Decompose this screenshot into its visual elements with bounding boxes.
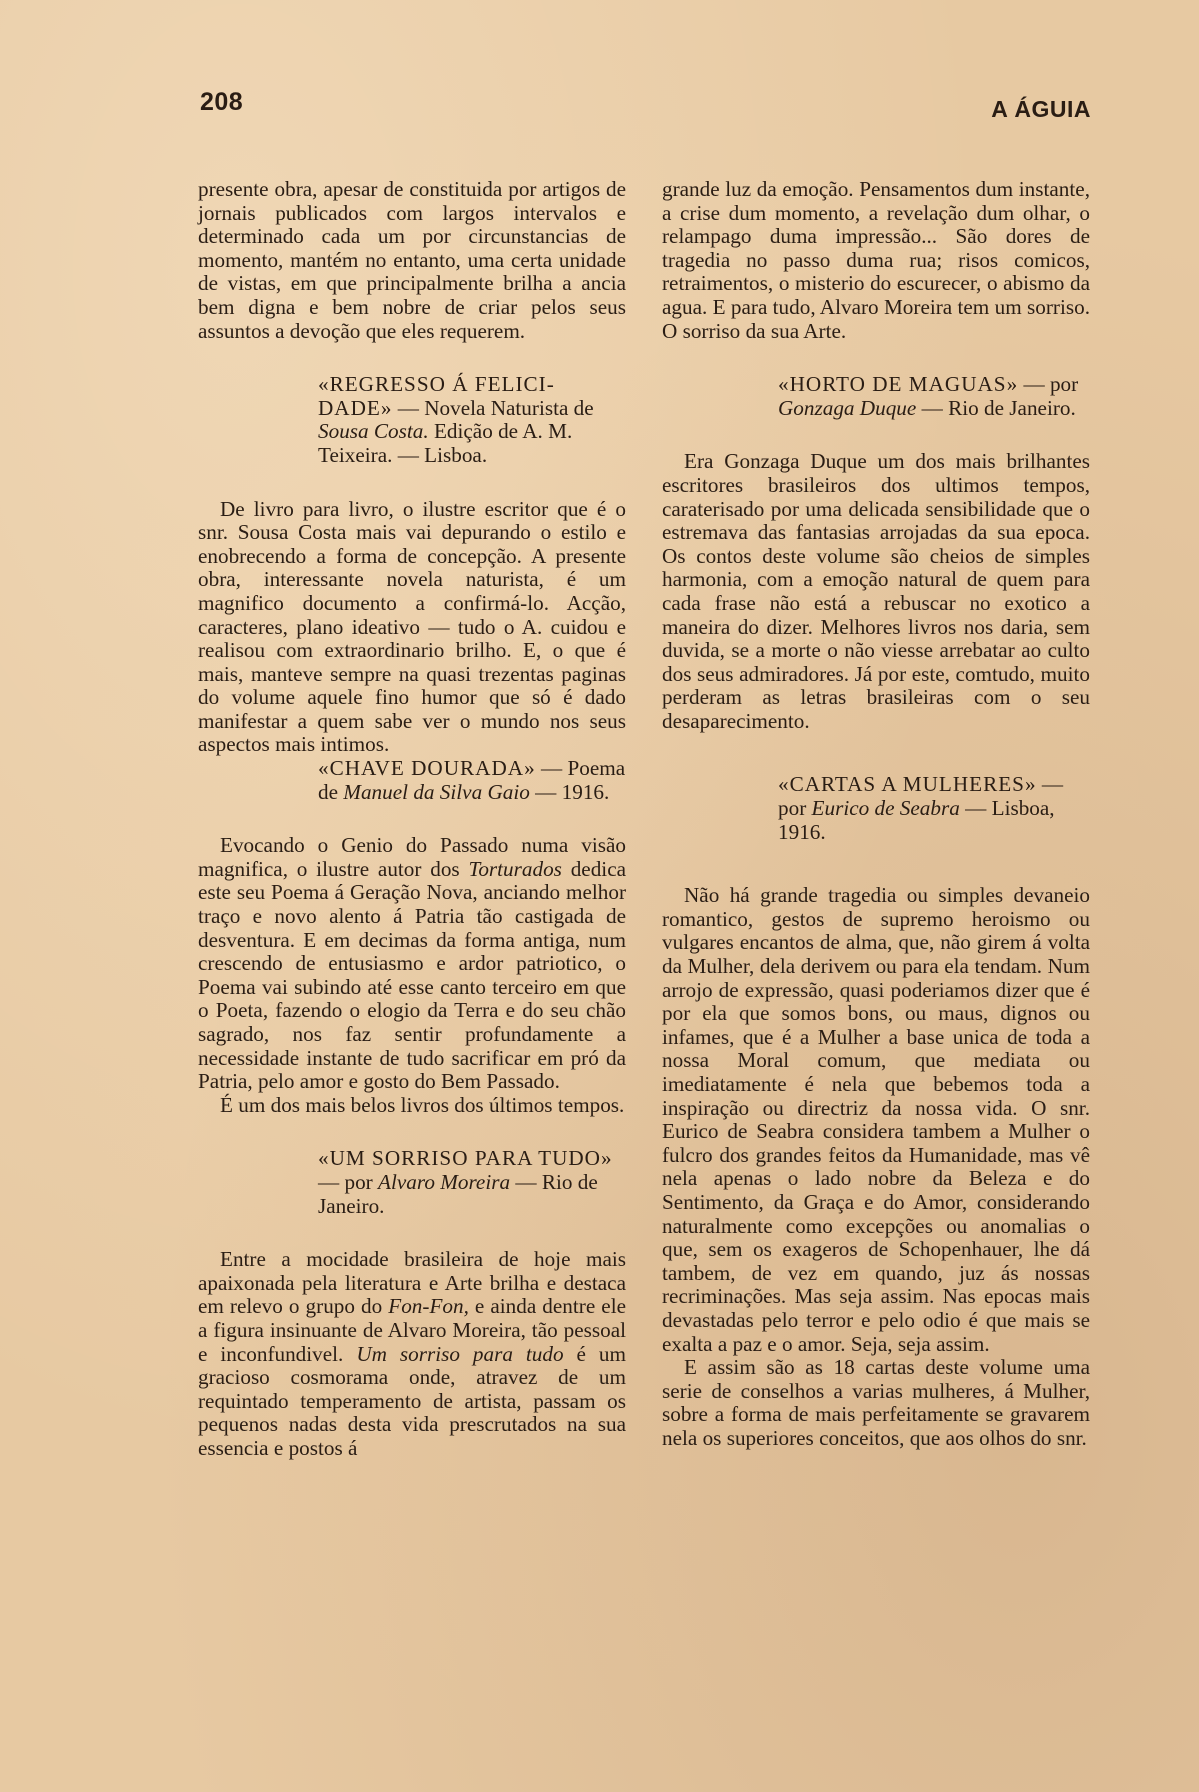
review-author: Eurico de Seabra	[811, 796, 960, 821]
review-place: — Rio de Janeiro.	[916, 395, 1076, 420]
running-title: A ÁGUIA	[991, 96, 1091, 122]
review-body-cartas: Não há grande tragedia ou simples devaneio romantico, gestos de supremo heroismo ou vulgares encantos de alma, que, não girem á volta da Mulher, dela derivem ou para ela tendam. Num arrojo de expressão, quasi poderiamos dizer que é por ela que somos bons, ou maus, dignos ou infames, que é a Mulher a base unica de toda a nossa Moral comum, que mediata ou imediatamente é nela que bebemos toda a inspiração ou directriz da nossa vida. O snr. Eurico de Seabra considera tambem a Mulher o fulcro dos grandes feitos da Humanidade, mas vê nela apenas o lado nobre da Beleza e do Sentimento, da Graça e do Amor, considerando naturalmente como excepções ou anomalias o que, sem os exageros de Schopenhauer, lhe dá tambem, de vez em quando, juz ás nossas recriminações. Mas seja assim. Nas epocas mais devastadas pelo terror e pelo odio é que mais se exalta a paz e o amor. Seja, seja assim.	[662, 883, 1090, 1356]
review-byline: — Novela Naturista de	[392, 395, 594, 420]
review-body-chave	[198, 834, 626, 1094]
magazine-title-italic: Fon-Fon,	[388, 1294, 469, 1319]
review-title: «CHAVE DOURADA»	[318, 756, 536, 781]
review-text: Entre a mocidade brasileira de hoje mais apaixonada pela literatura e Arte brilha e destaca em relevo o grupo do	[198, 1247, 626, 1319]
review-heading-horto	[662, 373, 1090, 420]
review-place: — Lisboa, 1916.	[778, 796, 1055, 844]
review-publisher: Edição de A. M. Teixeira. — Lisboa.	[318, 419, 573, 467]
review-author: Manuel da Silva Gaio	[343, 779, 530, 804]
book-title-italic: Um sorriso para tudo	[356, 1341, 564, 1366]
review-date: — 1916.	[529, 779, 610, 804]
review-place: — Rio de Janeiro.	[318, 1169, 598, 1218]
review-author: Gonzaga Duque	[778, 395, 917, 420]
review-title: «UM SORRISO PARA TUDO»	[318, 1146, 613, 1171]
review-title: «REGRESSO Á FELICI-DADE»	[318, 372, 555, 420]
review-body-sorriso	[198, 1248, 626, 1460]
review-byline: — por	[778, 772, 1064, 821]
review-title: «HORTO DE MAGUAS»	[778, 372, 1019, 397]
continued-paragraph: grande luz da emoção. Pensamentos dum instante, a crise dum momento, a revelação dum olhar, o relampago duma impressão... São dores de tragedia no passo duma rua; risos comicos, retraimentos, o misterio do escurecer, o abismo da agua. E para tudo, Alvaro Moreira tem um sorriso. O sorriso da sua Arte.	[662, 177, 1090, 343]
review-byline: — por	[1018, 372, 1079, 397]
review-text: e ainda dentre ele a figura insinuante de Alvaro Moreira, tão pessoal e inconfundivel.	[198, 1294, 626, 1366]
review-author: Sousa Costa.	[318, 419, 429, 444]
review-byline: — por	[318, 1169, 379, 1194]
review-body-horto: Era Gonzaga Duque um dos mais brilhantes escritores brasileiros dos ultimos tempos, caraterisado por uma delicada sensibilidade que o estremava das fantasias arrojadas da sua epoca. Os contos deste volume são cheios de simples harmonia, com a emoção natural de quem para cada frase não está a rebuscar no exotico a maneira do dizer. Melhores livros nos daria, sem duvida, se a morte o não viesse arrebatar ao culto dos seus admiradores. Já por este, comtudo, muito perderam as letras brasileiras com o seu desaparecimento.	[662, 449, 1090, 733]
review-body-chave-2: É um dos mais belos livros dos últimos tempos.	[220, 1092, 625, 1117]
right-column	[662, 178, 1090, 1451]
review-heading-cartas	[662, 773, 1090, 844]
review-heading-chave	[198, 757, 626, 804]
review-byline: — Poema de	[318, 756, 626, 804]
book-title-italic: Torturados	[468, 856, 562, 881]
review-author: Alvaro Moreira	[378, 1169, 511, 1194]
review-heading-sorriso	[198, 1147, 626, 1218]
intro-paragraph: presente obra, apesar de constituida por artigos de jornais publicados com largos intervalos e determinado cada um por circunstancias de momento, mantém no entanto, uma certa unidade de vistas, em que principalmente brilha a ancia bem digna e bem nobre de criar pelos seus assuntos a devoção que eles requerem.	[198, 177, 626, 343]
page-number: 208	[200, 88, 244, 116]
review-text: Evocando o Genio do Passado numa visão magnifica, o ilustre autor dos	[198, 833, 626, 881]
review-text: dedica este seu Poema á Geração Nova, anciando melhor traço e novo alento á Patria tão castigada de desventura. E em decimas da forma antiga, num crescendo de entusiasmo e ardor patriotico, o Poema vai subindo até esse canto terceiro em que o Poeta, fazendo o elogio da Terra e do seu chão sagrado, nos faz sentir profundamente a necessidade instante de tudo sacrificar em pró da Patria, pelo amor e gosto do Bem Passado.	[198, 856, 626, 1094]
left-column	[198, 178, 626, 1461]
review-title: «CARTAS A MULHERES»	[778, 772, 1037, 797]
review-text: é um gracioso cosmorama onde, atravez de um requintado temperamento de artista, passam os pequenos nadas desta vida prescrutados na sua essencia e postos á	[198, 1341, 627, 1460]
review-body-regresso: De livro para livro, o ilustre escritor que é o snr. Sousa Costa mais vai depurando o estilo e enobrecendo a forma de concepção. A presente obra, interessante novela naturista, é um magnifico documento a confirmá-lo. Acção, caracteres, plano ideativo — tudo o A. cuidou e realisou com extraordinario brilho. E, o que é mais, manteve sempre na quasi trezentas paginas do volume aquele fino humor que só é dado manifestar a quem sabe ver o mundo nos seus aspectos mais intimos.	[198, 496, 626, 757]
review-heading-regresso	[198, 373, 626, 467]
review-body-cartas-2: E assim são as 18 cartas deste volume uma serie de conselhos a varias mulheres, á Mulher, sobre a forma de mais perfeitamente se gravarem nela os superiores conceitos, que aos olhos do snr.	[662, 1355, 1090, 1450]
